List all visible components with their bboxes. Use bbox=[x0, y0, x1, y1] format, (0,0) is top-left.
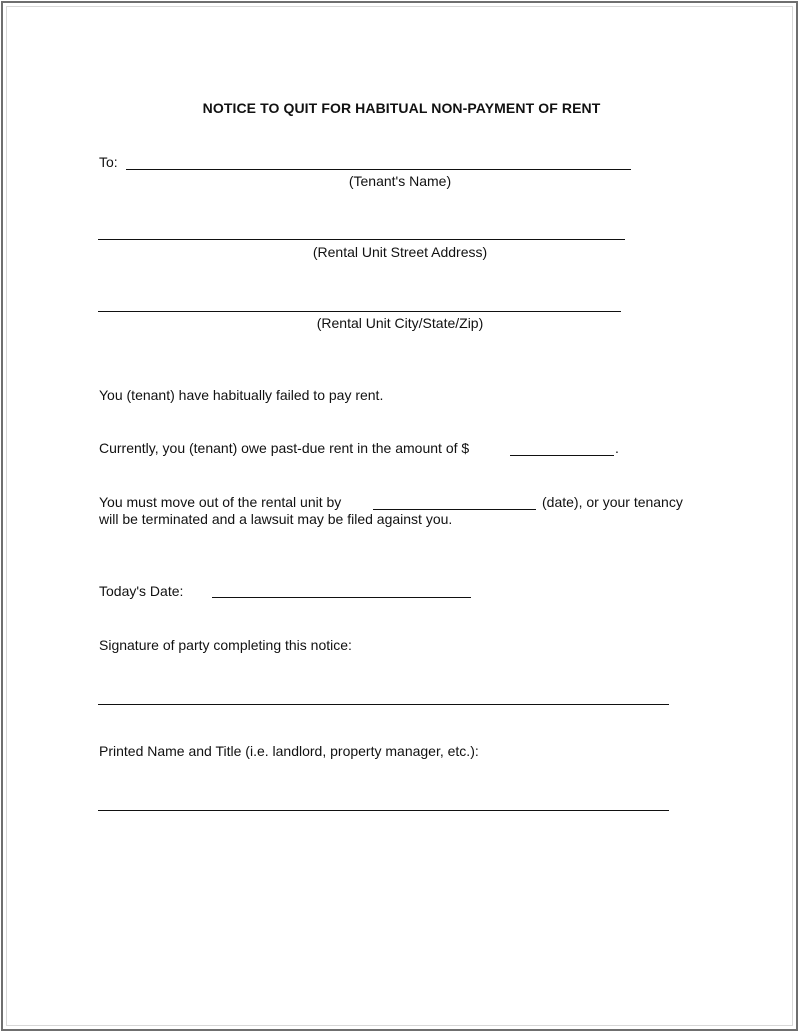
move-out-prefix: You must move out of the rental unit by bbox=[99, 494, 342, 510]
city-state-zip-line[interactable] bbox=[98, 311, 621, 312]
signature-label: Signature of party completing this notice: bbox=[99, 637, 352, 653]
printed-name-line[interactable] bbox=[98, 810, 669, 811]
move-out-date-line[interactable] bbox=[373, 509, 536, 510]
todays-date-label: Today's Date: bbox=[99, 583, 184, 599]
past-due-suffix: . bbox=[615, 440, 619, 456]
tenant-name-line[interactable] bbox=[126, 169, 631, 170]
printed-name-label: Printed Name and Title (i.e. landlord, property manager, etc.): bbox=[99, 743, 479, 759]
move-out-line2: will be terminated and a lawsuit may be filed against you. bbox=[99, 511, 453, 527]
street-address-line[interactable] bbox=[98, 239, 625, 240]
tenant-name-caption: (Tenant's Name) bbox=[348, 173, 452, 189]
move-out-suffix: (date), or your tenancy bbox=[542, 494, 683, 510]
notice-title: NOTICE TO QUIT FOR HABITUAL NON-PAYMENT OF RENT bbox=[202, 100, 601, 116]
to-label: To: bbox=[99, 154, 118, 170]
past-due-amount-line[interactable] bbox=[510, 455, 614, 456]
todays-date-line[interactable] bbox=[212, 597, 471, 598]
signature-line[interactable] bbox=[98, 704, 669, 705]
past-due-prefix: Currently, you (tenant) owe past-due rent in the amount of $ bbox=[99, 440, 470, 456]
habitual-failure-text: You (tenant) have habitually failed to pay rent. bbox=[99, 387, 384, 403]
city-state-zip-caption: (Rental Unit City/State/Zip) bbox=[316, 315, 484, 331]
street-address-caption: (Rental Unit Street Address) bbox=[312, 244, 488, 260]
